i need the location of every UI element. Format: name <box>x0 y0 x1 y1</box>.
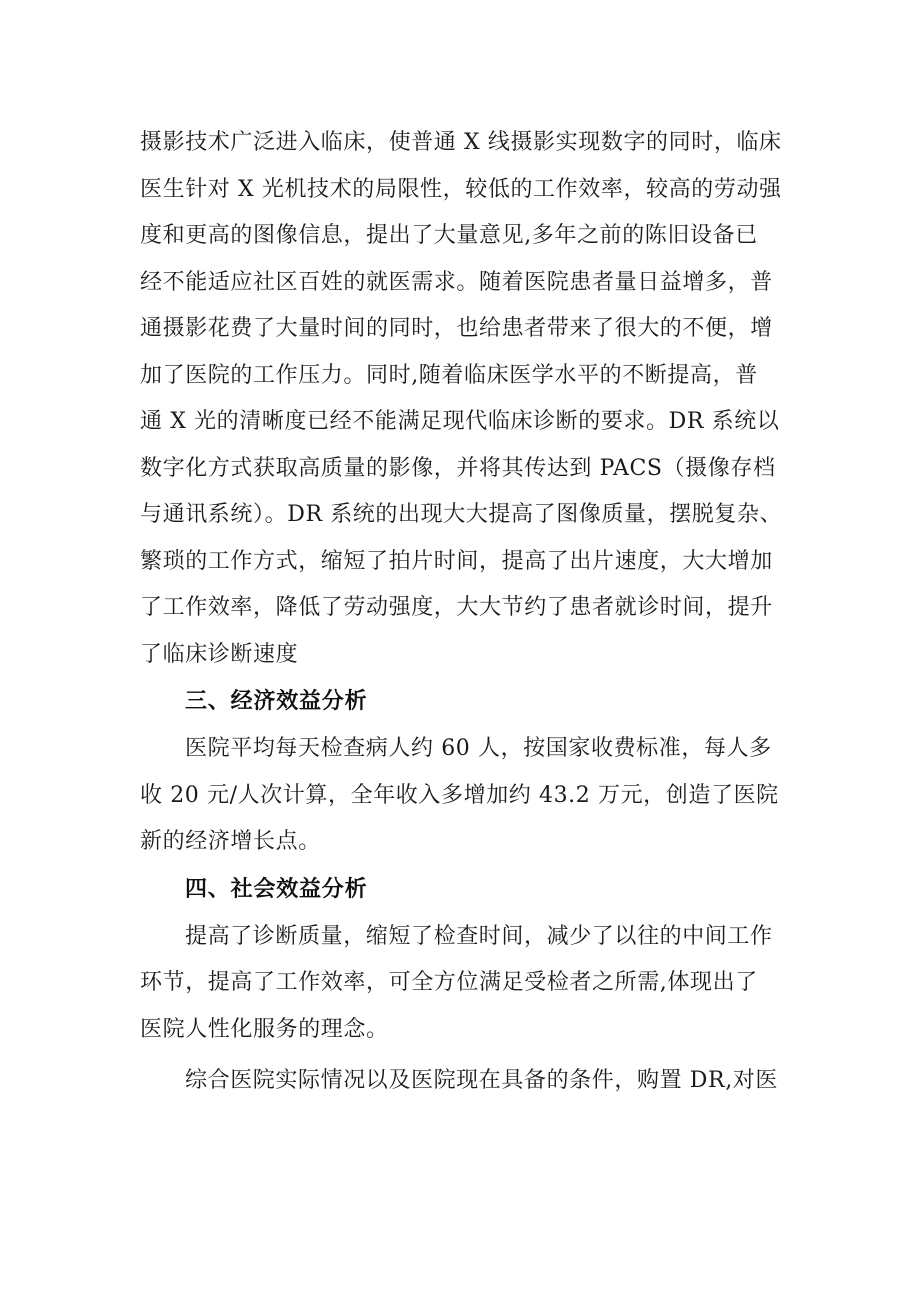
text-line: 提高了诊断质量，缩短了检查时间，减少了以往的中间工作 <box>185 923 773 949</box>
text-line: 摄影技术广泛进入临床，使普通 X 线摄影实现数字的同时，临床 <box>140 130 782 155</box>
text-line: 通 X 光的清晰度已经不能满足现代临床诊断的要求。DR 系统以 <box>140 409 780 434</box>
section-heading-economic-benefit: 三、经济效益分析 <box>185 689 368 714</box>
text-line: 加了医院的工作压力。同时,随着临床医学水平的不断提高，普 <box>140 362 758 388</box>
text-line: 医院平均每天检查病人约 60 人，按国家收费标准，每人多 <box>185 736 772 761</box>
text-line: 了工作效率，降低了劳动强度，大大节约了患者就诊时间，提升 <box>140 595 773 620</box>
text-line: 医生针对 X 光机技术的局限性，较低的工作效率，较高的劳动强 <box>140 176 782 202</box>
text-line: 综合医院实际情况以及医院现在具备的条件，购置 DR,对医 <box>185 1068 778 1093</box>
text-line: 度和更高的图像信息，提出了大量意见,多年之前的陈旧设备已 <box>140 223 758 248</box>
paragraph-dr-background <box>140 120 792 678</box>
text-line: 繁琐的工作方式，缩短了拍片时间，提高了出片速度，大大增加 <box>140 548 773 574</box>
text-line: 环节，提高了工作效率，可全方位满足受检者之所需,体现出了 <box>140 970 758 995</box>
paragraph-conclusion <box>140 1058 792 1105</box>
text-line: 数字化方式获取高质量的影像，并将其传达到 PACS（摄像存档 <box>140 455 776 481</box>
document-body <box>140 120 792 1105</box>
paragraph-economic-benefit <box>140 726 792 866</box>
paragraph-social-benefit <box>140 914 792 1054</box>
text-line: 新的经济增长点。 <box>140 829 321 854</box>
text-line: 与通讯系统）。DR 系统的出现大大提高了图像质量，摆脱复杂、 <box>140 502 783 527</box>
text-line: 收 20 元/人次计算，全年收入多增加约 43.2 万元，创造了医院 <box>140 782 779 808</box>
text-line: 经不能适应社区百姓的就医需求。随着医院患者量日益增多，普 <box>140 269 773 295</box>
text-line: 医院人性化服务的理念。 <box>140 1016 389 1042</box>
section-heading-social-benefit: 四、社会效益分析 <box>185 876 368 902</box>
text-line: 了临床诊断速度 <box>140 641 299 667</box>
text-line: 通摄影花费了大量时间的同时，也给患者带来了很大的不便，增 <box>140 316 773 341</box>
